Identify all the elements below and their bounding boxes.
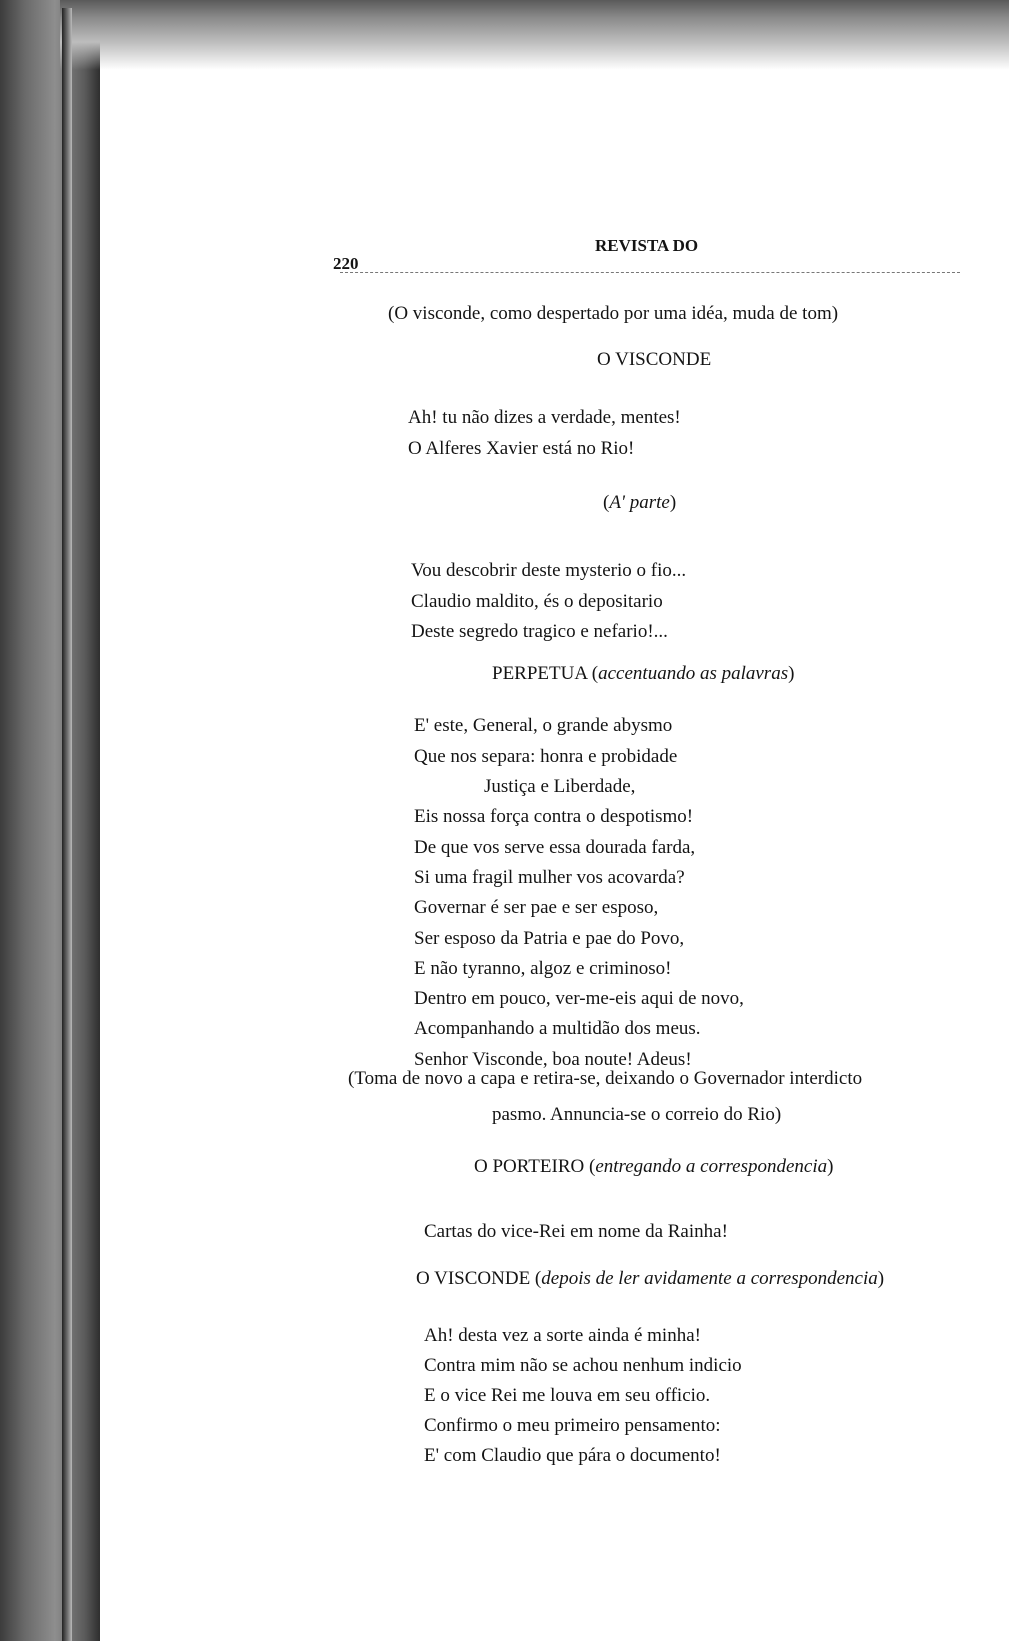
text-segment: Ah! desta vez a sorte ainda é minha! (424, 1325, 701, 1346)
text-segment: E' este, General, o grande abysmo (414, 715, 673, 736)
verse-line (424, 1354, 742, 1378)
verse-line (411, 590, 663, 614)
header-rule (340, 272, 960, 273)
verse-line (414, 805, 693, 829)
verse-line (414, 987, 744, 1011)
text-segment: O VISCONDE ( (416, 1268, 542, 1289)
italic-segment: A' parte (609, 492, 670, 513)
verse-line (414, 927, 684, 951)
top-page-shadow (60, 0, 1009, 70)
verse-line (424, 1324, 701, 1348)
speaker-name (416, 1267, 884, 1291)
text-segment: ) (669, 492, 677, 513)
text-segment: Vou descobrir deste mysterio o fio... (411, 560, 687, 581)
text-segment: pasmo. Annuncia-se o correio do Rio) (492, 1104, 782, 1125)
text-segment: Si uma fragil mulher vos acovarda? (414, 867, 685, 888)
text-segment: Ser esposo da Patria e pae do Povo, (414, 928, 685, 949)
text-segment: E' com Claudio que pára o documento! (424, 1445, 721, 1466)
text-segment: (O visconde, como despertado por uma idéa, muda de tom) (388, 303, 839, 324)
text-segment: (Toma de novo a capa e retira-se, deixando o Governador interdicto (348, 1068, 863, 1089)
stage-direction (348, 1067, 862, 1091)
verse-line (414, 957, 671, 981)
text-segment: Governar é ser pae e ser esposo, (414, 897, 659, 918)
text-segment: Claudio maldito, és o depositario (411, 591, 663, 612)
text-segment: O Alferes Xavier está no Rio! (408, 438, 635, 459)
text-segment: Deste segredo tragico e nefario!... (411, 621, 668, 642)
running-title: REVISTA DO (595, 236, 699, 255)
speaker-name (597, 348, 711, 372)
text-segment: ) (788, 663, 795, 684)
page-edge (62, 8, 72, 1641)
text-segment: O PORTEIRO ( (474, 1156, 596, 1177)
text-segment: PERPETUA ( (492, 663, 599, 684)
text-segment: Justiça e Liberdade, (484, 776, 636, 797)
verse-line (408, 437, 634, 461)
text-segment: De que vos serve essa dourada farda, (414, 837, 696, 858)
verse-line (414, 896, 658, 920)
verse-line (484, 775, 635, 799)
speaker-name (474, 1155, 833, 1179)
speaker-name (492, 662, 794, 686)
verse-line (424, 1220, 728, 1244)
italic-segment: entregando a correspondencia (595, 1156, 828, 1177)
verse-line (414, 836, 695, 860)
verse-line (414, 866, 685, 890)
verse-line (424, 1384, 710, 1408)
text-segment: Cartas do vice-Rei em nome da Rainha! (424, 1221, 728, 1242)
book-spine-shadow (0, 0, 100, 1641)
text-segment: Acompanhando a multidão dos meus. (414, 1018, 701, 1039)
text-segment: Dentro em pouco, ver-me-eis aqui de novo, (414, 988, 744, 1009)
italic-segment: accentuando as palavras (598, 663, 789, 684)
verse-line (414, 745, 677, 769)
text-segment: Ah! tu não dizes a verdade, mentes! (408, 407, 681, 428)
text-segment: Que nos separa: honra e probidade (414, 746, 678, 767)
verse-line (411, 559, 686, 583)
text-segment: ) (827, 1156, 834, 1177)
text-segment: Contra mim não se achou nenhum indicio (424, 1355, 742, 1376)
text-segment: ) (877, 1268, 885, 1289)
verse-line (414, 1017, 701, 1041)
italic-segment: depois de ler avidamente a correspondencia (541, 1268, 878, 1289)
page-number: 220 (333, 254, 359, 273)
verse-line (424, 1444, 721, 1468)
stage-direction (603, 491, 676, 515)
text-segment: Senhor Visconde, boa noute! Adeus! (414, 1049, 692, 1070)
stage-direction (492, 1103, 781, 1127)
text-segment: O VISCONDE (597, 349, 712, 370)
verse-line (414, 714, 672, 738)
text-segment: E o vice Rei me louva em seu officio. (424, 1385, 711, 1406)
text-segment: E não tyranno, algoz e criminoso! (414, 958, 672, 979)
text-segment: Eis nossa força contra o despotismo! (414, 806, 694, 827)
verse-line (424, 1414, 721, 1438)
text-segment: Confirmo o meu primeiro pensamento: (424, 1415, 721, 1436)
stage-direction (388, 302, 838, 326)
text-segment: ( (603, 492, 610, 513)
verse-line (411, 620, 668, 644)
verse-line (408, 406, 681, 430)
